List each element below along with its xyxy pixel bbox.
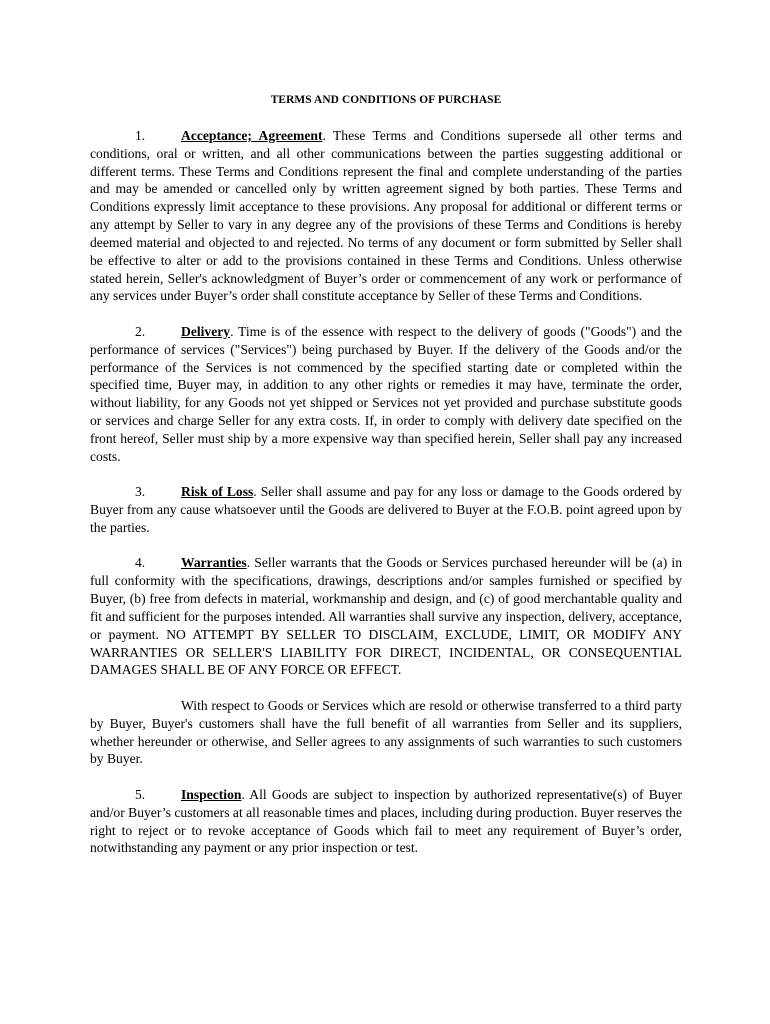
section-heading: Delivery (181, 323, 231, 339)
section-warranties (90, 554, 682, 679)
warranty-continuation: With respect to Goods or Services which are resold or otherwise transferred to a third party by Buyer, Buyer's customers shall have the full benefit of all warranties from Seller and its suppliers, whether hereunder or otherwise, and Seller agrees to any assignments of such warranties to such customers by Buyer. (90, 697, 682, 767)
section-inspection (90, 786, 682, 857)
section-body: . Seller warrants that the Goods or Services purchased hereunder will be (a) in full conformity with the specifications, drawings, descriptions and/or samples furnished or specified by Buyer, (b) free from defects in material, workmanship and design, and (c) of good merchantable quality and fit and sufficient for the purposes intended. All warranties shall survive any inspection, delivery, acceptance, or payment. NO ATTEMPT BY SELLER TO DISCLAIM, EXCLUDE, LIMIT, OR MODIFY ANY WARRANTIES OR SELLER'S LIABILITY FOR DIRECT, INCIDENTAL, OR CONSEQUENTIAL DAMAGES SHALL BE OF ANY FORCE OR EFFECT. (90, 555, 682, 678)
section-number: 3. (135, 484, 146, 500)
section-body: . These Terms and Conditions supersede all other terms and conditions, oral or written, and all other communications between the parties suggesting additional or different terms. These Terms and Conditions represent the final and complete understanding of the parties and may be amended or cancelled only by written agreement signed by both parties. These Terms and Conditions expressly limit acceptance to these provisions. Any proposal for additional or different terms or any attempt by Seller to vary in any degree any of the provisions of these Terms and Conditions is hereby deemed material and objected to and rejected. No terms of any document or form submitted by Seller shall be effective to alter or add to the provisions contained in these Terms and Conditions. Unless otherwise stated herein, Seller's acknowledgment of Buyer’s order or commencement of any work or performance of any services under Buyer’s order shall constitute acceptance by Seller of these Terms and Conditions. (90, 127, 682, 304)
section-number: 2. (135, 323, 146, 339)
section-number: 1. (135, 127, 146, 143)
section-risk-of-loss (90, 483, 682, 537)
section-body: . Time is of the essence with respect to the delivery of goods ("Goods") and the performance of services ("Services") being purchased by Buyer. If the delivery of the Goods and/or the performance of the Services is not commenced by the specified starting date or completed within the specified time, Buyer may, in addition to any other rights or remedies it may have, terminate the order, without liability, for any Goods not yet shipped or Services not yet provided and purchase substitute goods or services and charge Seller for any extra costs. If, in order to comply with delivery date specified on the front hereof, Seller must ship by a more expensive way than specified herein, Seller shall pay any increased costs. (90, 323, 682, 464)
section-heading: Inspection (181, 786, 242, 802)
section-heading: Risk of Loss (181, 484, 254, 500)
section-number: 4. (135, 555, 146, 571)
section-heading: Warranties (181, 555, 247, 571)
section-number: 5. (135, 786, 146, 802)
document-page (90, 92, 682, 875)
section-heading: Acceptance; Agreement (181, 127, 323, 143)
section-body: . Seller shall assume and pay for any loss or damage to the Goods ordered by Buyer from any cause whatsoever until the Goods are delivered to Buyer at the F.O.B. point agreed upon by the parties. (90, 484, 682, 535)
document-title: TERMS AND CONDITIONS OF PURCHASE (270, 94, 502, 106)
section-acceptance (90, 127, 682, 305)
section-body: . All Goods are subject to inspection by authorized representative(s) of Buyer and/or Buyer’s customers at all reasonable times and places, including during production. Buyer reserves the right to reject or to revoke acceptance of Goods which fail to meet any requirement of Buyer’s order, notwithstanding any payment or any prior inspection or test. (90, 786, 682, 856)
section-delivery (90, 323, 682, 466)
